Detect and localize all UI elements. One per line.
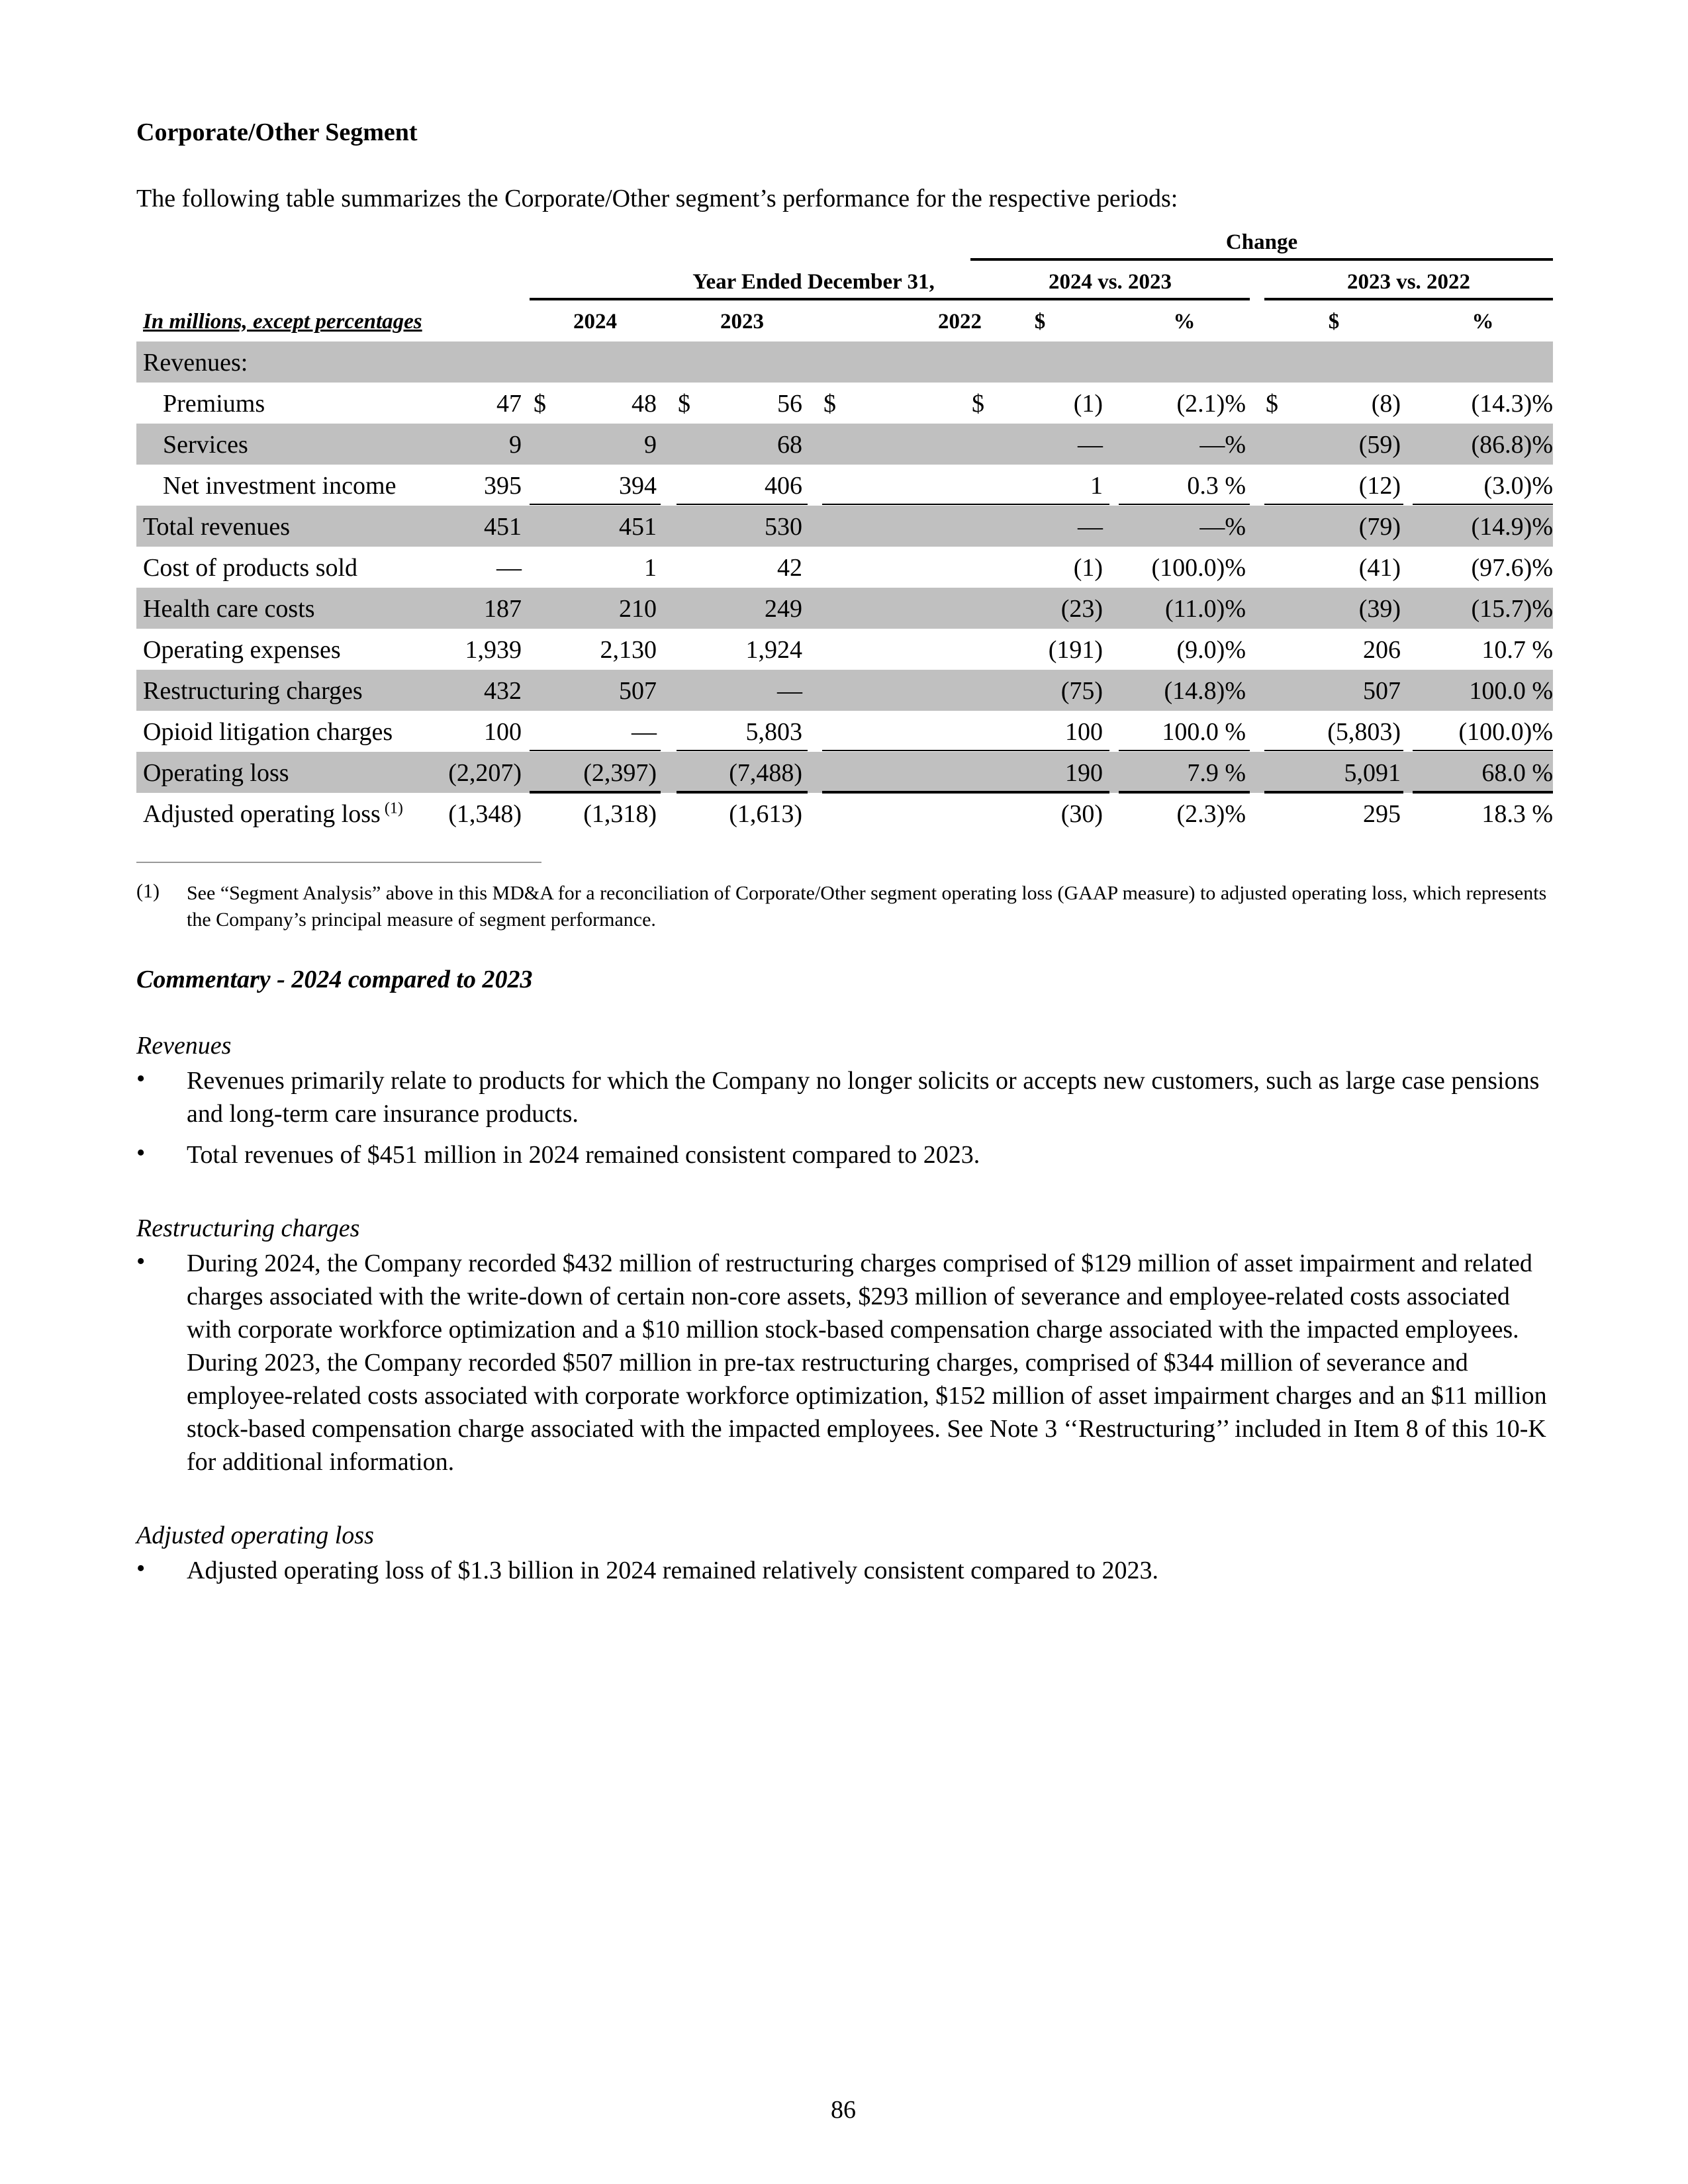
cell-v2022: (1,613) (729, 800, 802, 828)
cell-d1: 190 (1065, 759, 1103, 787)
cell-p2: (15.7)% (1471, 595, 1553, 623)
cell-v2023: 9 (644, 431, 657, 459)
cell-p2: 10.7 % (1481, 636, 1553, 664)
cell-v2024: 187 (484, 595, 522, 623)
year-group-header: Year Ended December 31, (692, 270, 935, 294)
cell-v2022: 42 (777, 554, 802, 582)
cell-d2: (12) (1358, 472, 1401, 500)
total-rule (1413, 791, 1553, 794)
cell-v2022: 249 (765, 595, 802, 623)
revenues-bullet-2: Total revenues of $451 million in 2024 remained consistent compared to 2023. (187, 1141, 980, 1169)
cell-d2: (79) (1358, 513, 1401, 541)
change-rule (970, 258, 1553, 261)
col-header-change1-dollar: $ (1034, 310, 1046, 334)
cell-v2022: 406 (765, 472, 802, 500)
intro-paragraph: The following table summarizes the Corporate/Other segment’s performance for the respective periods: (136, 185, 1178, 212)
footnote-rule (136, 862, 541, 863)
bullet-marker: • (136, 1555, 146, 1582)
cell-v2024: 432 (484, 677, 522, 705)
cell-v2023: 394 (619, 472, 657, 500)
footnote-text: See “Segment Analysis” above in this MD&A for a reconciliation of Corporate/Other segment operating loss (GAAP measure) to adjusted operating loss, which represents the Company’s principal measure of segment performance. (187, 882, 1547, 931)
restructuring-subheading: Restructuring charges (136, 1214, 360, 1242)
cell-d1: — (1078, 431, 1103, 459)
total-rule (1119, 791, 1250, 794)
total-rule (677, 504, 808, 505)
cmp-2024-2023-header: 2024 vs. 2023 (1048, 270, 1172, 294)
cell-v2024: (1,348) (448, 800, 522, 828)
cell-p2: (86.8)% (1471, 431, 1553, 459)
cell-p2: (14.3)% (1471, 390, 1553, 418)
row-label: Operating loss (143, 759, 289, 787)
cell-p1: —% (1199, 513, 1246, 541)
cell-v2023: 2,130 (600, 636, 657, 664)
col-header-change1-pct: % (1173, 310, 1196, 334)
total-rule (530, 750, 661, 751)
adjusted-loss-subheading: Adjusted operating loss (136, 1522, 374, 1549)
restructuring-bullet-1: During 2024, the Company recorded $432 million of restructuring charges comprised of $129 million of asset impairment and related charges associated with the write-down of certain non-core assets, $293 million of severance and employee-related costs associated with corporate workforce optimization and a $10 million stock-based compensation charge associated with the impacted employees. During 2023, the Company recorded $507 million in pre-tax restructuring charges, comprised of $344 million of severance and employee-related costs associated with corporate workforce optimization, $152 million of asset impairment charges and an $11 million stock-based compensation charge associated with the impacted employees. See Note 3 ‘‘Restructuring’’ included in Item 8 of this 10-K for additional information. (187, 1250, 1547, 1476)
dollar-sign: $ (972, 390, 984, 418)
cell-p2: 68.0 % (1481, 759, 1553, 787)
dollar-sign: $ (534, 390, 546, 418)
cell-p1: (14.8)% (1164, 677, 1246, 705)
cell-d2: 206 (1363, 636, 1401, 664)
row-label: Services (163, 431, 248, 459)
total-rule (1264, 750, 1403, 751)
cell-p2: (97.6)% (1471, 554, 1553, 582)
row-label: Cost of products sold (143, 554, 358, 582)
cell-v2022: (7,488) (729, 759, 802, 787)
total-rule (1119, 504, 1250, 505)
row-label: Total revenues (143, 513, 291, 541)
cell-v2022: 68 (777, 431, 802, 459)
row-label: Premiums (163, 390, 265, 418)
cell-p1: (9.0)% (1176, 636, 1246, 664)
section-title: Corporate/Other Segment (136, 118, 418, 146)
cell-p1: 100.0 % (1162, 718, 1246, 746)
cell-p1: —% (1199, 431, 1246, 459)
total-rule (677, 791, 808, 794)
bullet-marker: • (136, 1248, 146, 1275)
row-label: Adjusted operating loss $^{(1)}$ (143, 799, 403, 828)
total-rule (1264, 791, 1403, 794)
cell-d1: (23) (1060, 595, 1103, 623)
cell-v2023: 507 (619, 677, 657, 705)
bullet-marker: • (136, 1065, 146, 1093)
col-header-2024: 2024 (573, 310, 617, 334)
total-rule (1119, 750, 1250, 751)
cell-d2: (5,803) (1327, 718, 1401, 746)
segment-performance-table (136, 230, 1553, 839)
cell-p1: (2.3)% (1176, 800, 1246, 828)
cell-p1: (2.1)% (1176, 390, 1246, 418)
cell-d1: 100 (1065, 718, 1103, 746)
cell-v2024: 9 (509, 431, 522, 459)
cell-d2: (59) (1358, 431, 1401, 459)
cell-d2: 5,091 (1344, 759, 1401, 787)
total-rule (530, 791, 661, 794)
cell-p2: 18.3 % (1481, 800, 1553, 828)
cell-p1: (100.0)% (1151, 554, 1246, 582)
cell-v2023: 48 (632, 390, 657, 418)
stub-header: In millions, except percentages (143, 310, 422, 334)
cell-v2024: 1,939 (465, 636, 522, 664)
cell-d2: (41) (1358, 554, 1401, 582)
cell-d1: (75) (1060, 677, 1103, 705)
dollar-sign: $ (678, 390, 690, 418)
footnote-reference: (1) (380, 799, 403, 817)
row-band-revenues (136, 341, 1553, 383)
cell-v2024: 100 (484, 718, 522, 746)
cell-v2022: 5,803 (745, 718, 802, 746)
page-number: 86 (831, 2096, 856, 2124)
cmp2-rule (1264, 298, 1553, 300)
revenues-subheading: Revenues (136, 1032, 232, 1060)
footnote-marker: (1) (136, 880, 160, 902)
cell-p1: 7.9 % (1187, 759, 1246, 787)
col-header-2022: 2022 (938, 310, 982, 334)
cell-p2: 100.0 % (1469, 677, 1553, 705)
revenues-bullet-1: Revenues primarily relate to products for which the Company no longer solicits or accepts new customers, such as large case pensions and long-term care insurance products. (187, 1067, 1540, 1128)
cell-v2023: 1 (644, 554, 657, 582)
commentary-title: Commentary - 2024 compared to 2023 (136, 966, 533, 993)
cell-v2024: 395 (484, 472, 522, 500)
cell-v2024: 451 (484, 513, 522, 541)
cell-d1: 1 (1090, 472, 1103, 500)
cell-p1: 0.3 % (1187, 472, 1246, 500)
row-label: Operating expenses (143, 636, 341, 664)
cell-v2023: — (632, 718, 657, 746)
cell-v2022: 530 (765, 513, 802, 541)
cell-d1: — (1078, 513, 1103, 541)
cell-d2: 295 (1363, 800, 1401, 828)
change-header: Change (1225, 230, 1298, 254)
cell-d1: (30) (1060, 800, 1103, 828)
cell-v2022: 56 (777, 390, 802, 418)
cell-d2: (39) (1358, 595, 1401, 623)
bullet-marker: • (136, 1139, 146, 1167)
total-rule (970, 791, 1109, 794)
cell-v2023: 210 (619, 595, 657, 623)
total-rule (677, 750, 808, 751)
total-rule (970, 504, 1109, 505)
col-header-change2-pct: % (1472, 310, 1494, 334)
cmp-2023-2022-header: 2023 vs. 2022 (1346, 270, 1471, 294)
dollar-sign: $ (1266, 390, 1278, 418)
cell-p2: (3.0)% (1483, 472, 1553, 500)
total-rule (970, 750, 1109, 751)
col-header-change2-dollar: $ (1328, 310, 1340, 334)
cell-v2022: — (777, 677, 802, 705)
cell-p2: (100.0)% (1458, 718, 1553, 746)
cell-v2022: 1,924 (745, 636, 802, 664)
cell-v2024: — (496, 554, 522, 582)
cell-v2023: 451 (619, 513, 657, 541)
cell-v2023: (1,318) (583, 800, 657, 828)
revenues-header: Revenues: (143, 349, 248, 377)
total-rule (1264, 504, 1403, 505)
total-rule (1413, 504, 1553, 505)
cell-p1: (11.0)% (1164, 595, 1246, 623)
cell-d2: 507 (1363, 677, 1401, 705)
cmp1-rule (970, 298, 1250, 300)
cell-v2024: 47 (496, 390, 522, 418)
total-rule (530, 504, 661, 505)
row-label: Net investment income (163, 472, 397, 500)
cell-v2023: (2,397) (583, 759, 657, 787)
adjusted-loss-bullet-1: Adjusted operating loss of $1.3 billion in 2024 remained relatively consistent compared to 2023. (187, 1557, 1158, 1584)
row-label: Restructuring charges (143, 677, 363, 705)
cell-d1: (1) (1073, 554, 1103, 582)
col-header-2023: 2023 (720, 310, 764, 334)
total-rule (1413, 750, 1553, 751)
dollar-sign: $ (823, 390, 836, 418)
row-label: Opioid litigation charges (143, 718, 393, 746)
cell-d2: (8) (1371, 390, 1401, 418)
cell-d1: (191) (1048, 636, 1103, 664)
row-label: Health care costs (143, 595, 315, 623)
cell-p2: (14.9)% (1471, 513, 1553, 541)
cell-v2024: (2,207) (448, 759, 522, 787)
cell-d1: (1) (1073, 390, 1103, 418)
